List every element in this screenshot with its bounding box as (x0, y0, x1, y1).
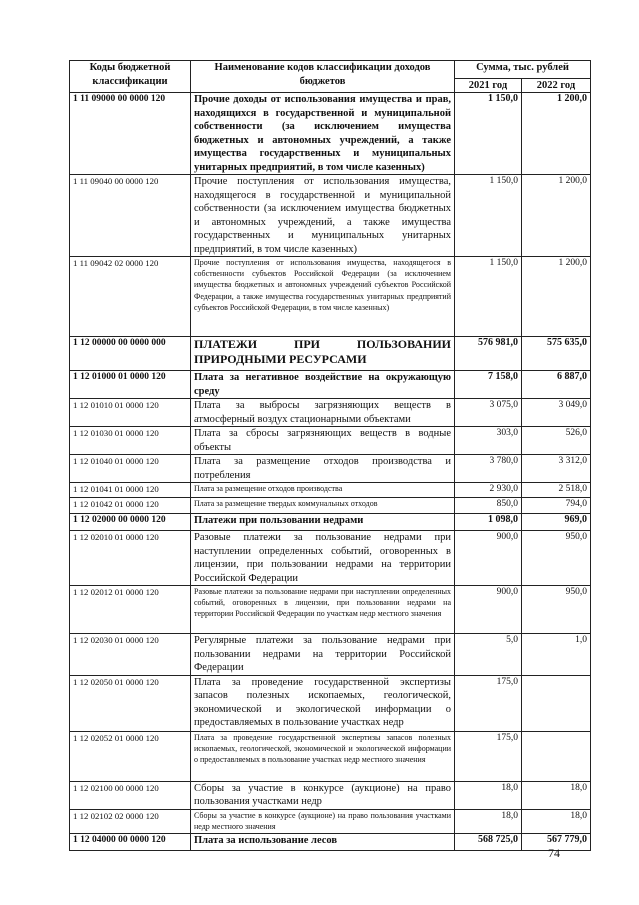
table-row (70, 427, 591, 455)
codes-header: Коды бюджетной классификации (70, 61, 191, 93)
name-header: Наименование кодов классификации доходов бюджетов (191, 61, 455, 93)
table-row (70, 337, 591, 371)
row-code: 1 12 02012 01 0000 120 (70, 586, 191, 634)
table-row (70, 531, 591, 586)
row-value-2022: 950,0 (522, 586, 591, 634)
row-value-2022 (522, 731, 591, 781)
row-name: Разовые платежи за пользование недрами при наступлении определенных событий, оговоренных в лицензии, при пользовании недрами на территории Российской Федерации по участкам недр местного значения (191, 586, 455, 634)
row-code: 1 12 02102 02 0000 120 (70, 809, 191, 833)
table-row (70, 809, 591, 833)
row-value-2022: 1,0 (522, 634, 591, 676)
year-2022-header: 2022 год (522, 79, 591, 93)
row-name: Плата за выбросы загрязняющих веществ в атмосферный воздух стационарными объектами (191, 399, 455, 427)
table-row (70, 455, 591, 483)
row-name: Плата за размещение твердых коммунальных отходов (191, 498, 455, 514)
row-value-2022: 3 312,0 (522, 455, 591, 483)
row-value-2021: 1 150,0 (455, 175, 522, 257)
row-name: Разовые платежи за пользование недрами при наступлении определенных событий, оговоренных в лицензии, при пользовании недрами на территории Российской Федерации (191, 531, 455, 586)
row-value-2022: 1 200,0 (522, 93, 591, 175)
row-code: 1 12 02000 00 0000 120 (70, 514, 191, 531)
row-name: Прочие поступления от использования имущества, находящегося в государственной и муниципальной собственности (за исключением имущества бюджетных и автономных учреждений, а также имущества государственных и муниципальных унитарных предприятий, в том числе казенных) (191, 175, 455, 257)
row-value-2021: 5,0 (455, 634, 522, 676)
row-name: Плата за негативное воздействие на окружающую среду (191, 371, 455, 399)
row-value-2021: 3 780,0 (455, 455, 522, 483)
row-code: 1 12 01030 01 0000 120 (70, 427, 191, 455)
row-value-2021: 18,0 (455, 809, 522, 833)
table-row (70, 634, 591, 676)
table-row (70, 483, 591, 498)
row-code: 1 12 02010 01 0000 120 (70, 531, 191, 586)
row-value-2022: 575 635,0 (522, 337, 591, 371)
row-name: Плата за размещение отходов производства и потребления (191, 455, 455, 483)
row-value-2022: 567 779,0 (522, 833, 591, 850)
row-code: 1 12 02052 01 0000 120 (70, 731, 191, 781)
row-value-2022: 1 200,0 (522, 257, 591, 337)
row-code: 1 12 01042 01 0000 120 (70, 498, 191, 514)
row-value-2021: 1 150,0 (455, 93, 522, 175)
table-row (70, 731, 591, 781)
row-value-2021: 1 150,0 (455, 257, 522, 337)
row-name: Регулярные платежи за пользование недрами при пользовании недрами на территории Российской Федерации (191, 634, 455, 676)
row-code: 1 12 02100 00 0000 120 (70, 781, 191, 809)
table-row (70, 93, 591, 175)
row-name: Плата за сбросы загрязняющих веществ в водные объекты (191, 427, 455, 455)
row-value-2022: 526,0 (522, 427, 591, 455)
row-name: Плата за проведение государственной экспертизы запасов полезных ископаемых, геологической, экономической и экологической информации о предоставляемых в пользование участках недр местного значения (191, 731, 455, 781)
row-value-2022: 1 200,0 (522, 175, 591, 257)
row-value-2021: 900,0 (455, 586, 522, 634)
row-name: Платежи при пользовании недрами (191, 514, 455, 531)
row-code: 1 12 01010 01 0000 120 (70, 399, 191, 427)
row-value-2022: 969,0 (522, 514, 591, 531)
row-code: 1 12 01000 01 0000 120 (70, 371, 191, 399)
row-name: Плата за использование лесов (191, 833, 455, 850)
row-value-2021: 3 075,0 (455, 399, 522, 427)
page-number: 74 (548, 846, 560, 860)
row-value-2022: 794,0 (522, 498, 591, 514)
row-value-2021: 303,0 (455, 427, 522, 455)
row-value-2022: 950,0 (522, 531, 591, 586)
row-value-2021: 18,0 (455, 781, 522, 809)
table-row (70, 399, 591, 427)
row-value-2021: 175,0 (455, 731, 522, 781)
row-code: 1 12 02050 01 0000 120 (70, 675, 191, 731)
row-value-2022: 18,0 (522, 809, 591, 833)
budget-table (69, 60, 591, 851)
row-value-2022 (522, 675, 591, 731)
row-code: 1 11 09040 00 0000 120 (70, 175, 191, 257)
row-code: 1 12 02030 01 0000 120 (70, 634, 191, 676)
table-row (70, 257, 591, 337)
row-value-2022: 6 887,0 (522, 371, 591, 399)
table-row (70, 833, 591, 850)
table-row (70, 371, 591, 399)
table-row (70, 675, 591, 731)
table-row (70, 514, 591, 531)
row-value-2022: 18,0 (522, 781, 591, 809)
row-value-2021: 1 098,0 (455, 514, 522, 531)
table-row (70, 498, 591, 514)
row-name: ПЛАТЕЖИ ПРИ ПОЛЬЗОВАНИИ ПРИРОДНЫМИ РЕСУРСАМИ (191, 337, 455, 371)
row-value-2021: 568 725,0 (455, 833, 522, 850)
row-name: Сборы за участие в конкурсе (аукционе) на право пользования участками недр (191, 781, 455, 809)
row-value-2021: 576 981,0 (455, 337, 522, 371)
row-value-2021: 175,0 (455, 675, 522, 731)
table-header-row (70, 61, 591, 79)
sum-header: Сумма, тыс. рублей (455, 61, 591, 79)
row-value-2022: 2 518,0 (522, 483, 591, 498)
row-value-2021: 7 158,0 (455, 371, 522, 399)
row-code: 1 11 09042 02 0000 120 (70, 257, 191, 337)
row-code: 1 11 09000 00 0000 120 (70, 93, 191, 175)
row-code: 1 12 04000 00 0000 120 (70, 833, 191, 850)
row-code: 1 12 01041 01 0000 120 (70, 483, 191, 498)
row-value-2021: 2 930,0 (455, 483, 522, 498)
table-row (70, 586, 591, 634)
row-code: 1 12 01040 01 0000 120 (70, 455, 191, 483)
year-2021-header: 2021 год (455, 79, 522, 93)
row-value-2022: 3 049,0 (522, 399, 591, 427)
row-value-2021: 850,0 (455, 498, 522, 514)
row-name: Прочие поступления от использования имущества, находящегося в собственности субъектов Российской Федерации (за исключением имущества бюджетных и автономных учреждений субъектов Российской Федерации, а также имущества государственных унитарных предприятий субъектов Российской Федерации, в том числе казенных) (191, 257, 455, 337)
row-code: 1 12 00000 00 0000 000 (70, 337, 191, 371)
table-row (70, 175, 591, 257)
row-name: Сборы за участие в конкурсе (аукционе) на право пользования участками недр местного значения (191, 809, 455, 833)
row-name: Прочие доходы от использования имущества и прав, находящихся в государственной и муниципальной собственности (за исключением имущества бюджетных и автономных учреждений, а также имущества государственных и муниципальных унитарных предприятий, в том числе казенных) (191, 93, 455, 175)
table-row (70, 781, 591, 809)
row-name: Плата за размещение отходов производства (191, 483, 455, 498)
row-value-2021: 900,0 (455, 531, 522, 586)
row-name: Плата за проведение государственной экспертизы запасов полезных ископаемых, геологической, экономической и экологической информации о предоставляемых в пользование участках недр (191, 675, 455, 731)
